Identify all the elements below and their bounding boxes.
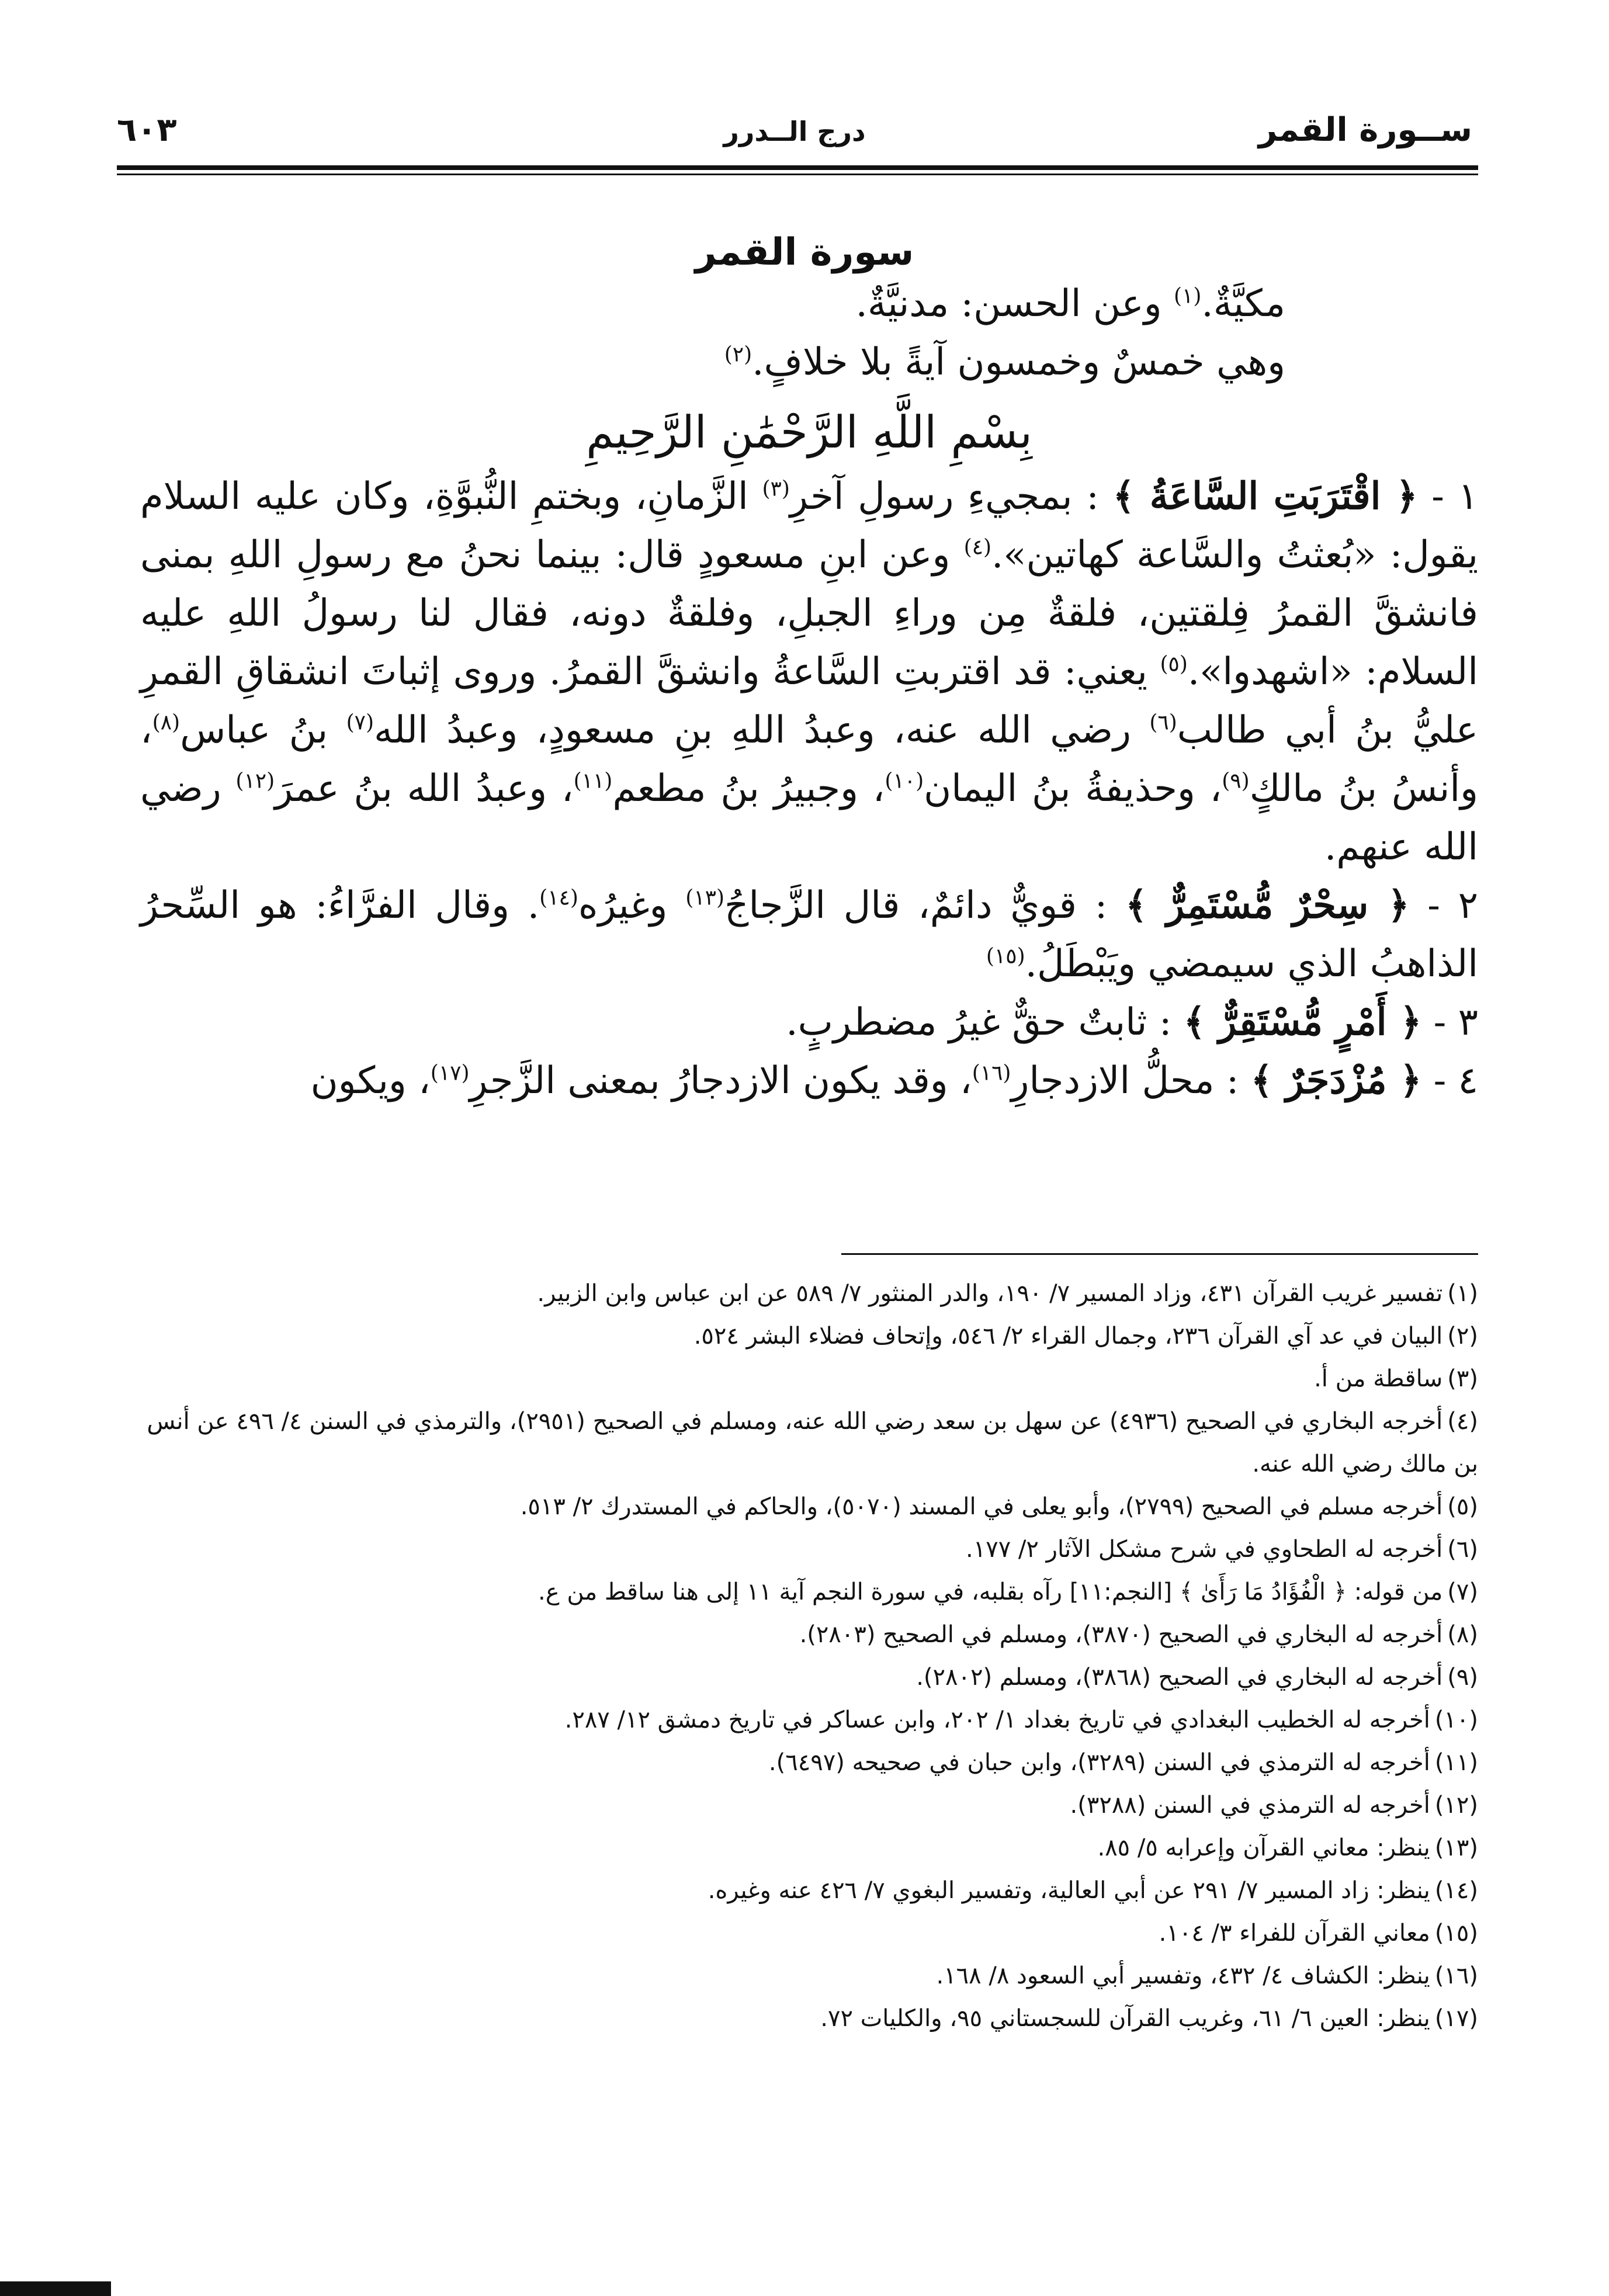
footnote: (٢)البيان في عد آي القرآن ٢٣٦، وجمال القراء ٢/ ٥٤٦، وإتحاف فضلاء البشر ٥٢٤. <box>693 1323 1478 1350</box>
verse-commentary-1: ١ - ﴿ اقْتَرَبَتِ السَّاعَةُ ﴾ : بمجيءِ رسولِ آخرِ$^{(٣)}$ الزَّمانِ، وبختمِ النُّبوَّةِ، وكان عليه السلام يقول: «بُعثتُ والسَّاعة كهاتين».$^{(٤)}$ وعن ابنِ مسعودٍ قال: بينما نحنُ مع رسولِ اللهِ بمنى فانشقَّ القمرُ فِلقتين، فلقةٌ مِن وراءِ الجبلِ، وفلقةٌ دونه، فقال لنا رسولُ اللهِ عليه السلام: «اشهدوا».$^{(٥)}$ يعني: قد اقتربتِ السَّاعةُ وانشقَّ القمرُ. وروى إثباتَ انشقاقِ القمرِ عليُّ بنُ أبي طالب$^{(٦)}$ رضي الله عنه، وعبدُ اللهِ بنِ مسعودٍ، وعبدُ الله$^{(٧)}$ بنُ عباس$^{(٨)}$، وأنسُ بنُ مالكٍ$^{(٩)}$، وحذيفةُ بنُ اليمان$^{(١٠)}$، وجبيرُ بنُ مطعم$^{(١١)}$، وعبدُ الله بنُ عمرَ$^{(١٢)}$ رضي الله عنهم. <box>140 474 1479 869</box>
intro-line-1: مكيَّةٌ.$^{(١)}$ وعن الحسن: مدنيَّةٌ. <box>855 282 1285 325</box>
verse-number: ٢ - <box>1409 884 1479 927</box>
quran-verse: ﴿ سِحْرٌ مُّسْتَمِرٌّ ﴾ <box>1125 883 1410 927</box>
footnote-ref: (١٥) <box>986 944 1025 969</box>
footnotes <box>140 1272 1478 2040</box>
footnote-ref: (١١) <box>573 769 613 793</box>
footnote: (٨)أخرجه له البخاري في الصحيح (٣٨٧٠)، ومسلم في الصحيح (٢٨٠٣). <box>799 1621 1478 1648</box>
footnote: (٤)أخرجه البخاري في الصحيح (٤٩٣٦) عن سهل بن سعد رضي الله عنه، ومسلم في الصحيح (٢٩٥١)، والترمذي في السنن ٤/ ٤٩٦ عن أنس بن مالك رضي الله عنه. <box>147 1408 1478 1478</box>
surah-intro <box>140 275 1478 391</box>
verse-commentary-2: ٢ - ﴿ سِحْرٌ مُّسْتَمِرٌّ ﴾ : قويٌّ دائمٌ، قال الزَّجاجُ$^{(١٣)}$ وغيرُه$^{(١٤)}$. وقال الفرَّاءُ: هو السِّحرُ الذاهبُ الذي سيمضي ويَبْطَلُ.$^{(١٥)}$ <box>140 883 1479 986</box>
footnote: (١٧)ينظر: العين ٦/ ٦١، وغريب القرآن للسجستاني ٩٥، والكليات ٧٢. <box>820 2005 1478 2032</box>
footnote-ref: (٦) <box>1149 710 1177 735</box>
footnote: (١٣)ينظر: معاني القرآن وإعرابه ٥/ ٨٥. <box>1097 1834 1478 1861</box>
footnote-separator <box>841 1253 1478 1255</box>
verse-number: ٣ - <box>1421 1001 1478 1044</box>
footnote-ref: (٨) <box>152 710 181 735</box>
quran-verse: ﴿ أَمْرٍ مُّسْتَقِرٌّ ﴾ <box>1183 1000 1422 1044</box>
footnote: (٧)من قوله: ﴿ الْفُؤَادُ مَا رَأَىٰ ﴾ [النجم:١١] رآه بقلبه، في سورة النجم آية ١١ إلى هنا ساقط من ع. <box>538 1579 1478 1605</box>
page-number: ٦٠٣ <box>117 111 177 149</box>
header-book-title: درج الــدرر <box>723 116 866 147</box>
footnote-ref: (١٧) <box>430 1061 470 1085</box>
footnote: (١٦)ينظر: الكشاف ٤/ ٤٣٢، وتفسير أبي السعود ٨/ ١٦٨. <box>936 1962 1478 1989</box>
main-text <box>140 275 1478 1110</box>
footnote: (١١)أخرجه له الترمذي في السنن (٣٢٨٩)، وابن حبان في صحيحه (٦٤٩٧). <box>768 1749 1478 1776</box>
scan-edge-mark <box>0 2281 111 2296</box>
footnote: (٦)أخرجه له الطحاوي في شرح مشكل الآثار ٢/ ١٧٧. <box>966 1536 1478 1563</box>
footnote-ref: (٥) <box>1160 652 1188 677</box>
footnote: (٥)أخرجه مسلم في الصحيح (٢٧٩٩)، وأبو يعلى في المسند (٥٠٧٠)، والحاكم في المستدرك ٢/ ٥١٣. <box>520 1493 1478 1520</box>
quran-verse: ﴿ مُزْدَجَرٌ ﴾ <box>1250 1059 1422 1102</box>
surah-title: سورة القمر <box>695 231 914 274</box>
footnote-ref: (٢) <box>724 342 753 367</box>
footnote-ref: (١٠) <box>885 769 924 793</box>
footnote: (١٤)ينظر: زاد المسير ٧/ ٢٩١ عن أبي العالية، وتفسير البغوي ٧/ ٤٢٦ عنه وغيره. <box>708 1877 1478 1904</box>
footnote: (١٠)أخرجه له الخطيب البغدادي في تاريخ بغداد ١/ ٢٠٢، وابن عساكر في تاريخ دمشق ١٢/ ٢٨٧. <box>564 1707 1478 1733</box>
footnote-ref: (٣) <box>762 477 790 501</box>
header-surah-name: ســورة القمر <box>1258 111 1472 149</box>
header-rule-thin <box>117 174 1478 175</box>
page-header <box>117 111 1472 164</box>
footnote-ref: (١٦) <box>972 1061 1011 1085</box>
footnote: (٣)ساقطة من أ. <box>1314 1365 1478 1392</box>
verse-number: ١ - <box>1417 475 1479 518</box>
verse-commentary-3: ٣ - ﴿ أَمْرٍ مُّسْتَقِرٌّ ﴾ : ثابتٌ حقٌّ غيرُ مضطربٍ. <box>786 1000 1478 1044</box>
footnote-ref: (١٢) <box>235 769 275 793</box>
verse-commentary-4: ٤ - ﴿ مُزْدَجَرٌ ﴾ : محلُّ الازدجارِ$^{(١٦)}$، وقد يكون الازدجارُ بمعنى الزَّجرِ$^{(١٧)}$، ويكون <box>310 1059 1478 1102</box>
header-rule-thick <box>117 165 1478 170</box>
verse-number: ٤ - <box>1421 1059 1478 1102</box>
intro-line-2: وهي خمسٌ وخمسون آيةً بلا خلافٍ.$^{(٢)}$ <box>724 341 1285 384</box>
footnote-ref: (٧) <box>346 710 374 735</box>
footnote-ref: (٩) <box>1222 769 1250 793</box>
footnote-ref: (١٤) <box>539 886 578 910</box>
footnote-ref: (١) <box>1173 284 1202 308</box>
quran-verse: ﴿ اقْتَرَبَتِ السَّاعَةُ ﴾ <box>1112 474 1418 518</box>
footnote-ref: (٤) <box>963 535 991 560</box>
footnote: (١)تفسير غريب القرآن ٤٣١، وزاد المسير ٧/ ١٩٠، والدر المنثور ٧/ ٥٨٩ عن ابن عباس وابن الزبير. <box>537 1280 1478 1307</box>
footnote: (٩)أخرجه له البخاري في الصحيح (٣٨٦٨)، ومسلم (٢٨٠٢). <box>916 1664 1478 1691</box>
basmala: بِسْمِ اللَّهِ الرَّحْمَٰنِ الرَّحِيمِ <box>586 406 1032 458</box>
footnote: (١٥)معاني القرآن للفراء ٣/ ١٠٤. <box>1159 1920 1478 1947</box>
footnote-ref: (١٣) <box>685 886 724 910</box>
footnote: (١٢)أخرجه له الترمذي في السنن (٣٢٨٨). <box>1070 1792 1478 1819</box>
